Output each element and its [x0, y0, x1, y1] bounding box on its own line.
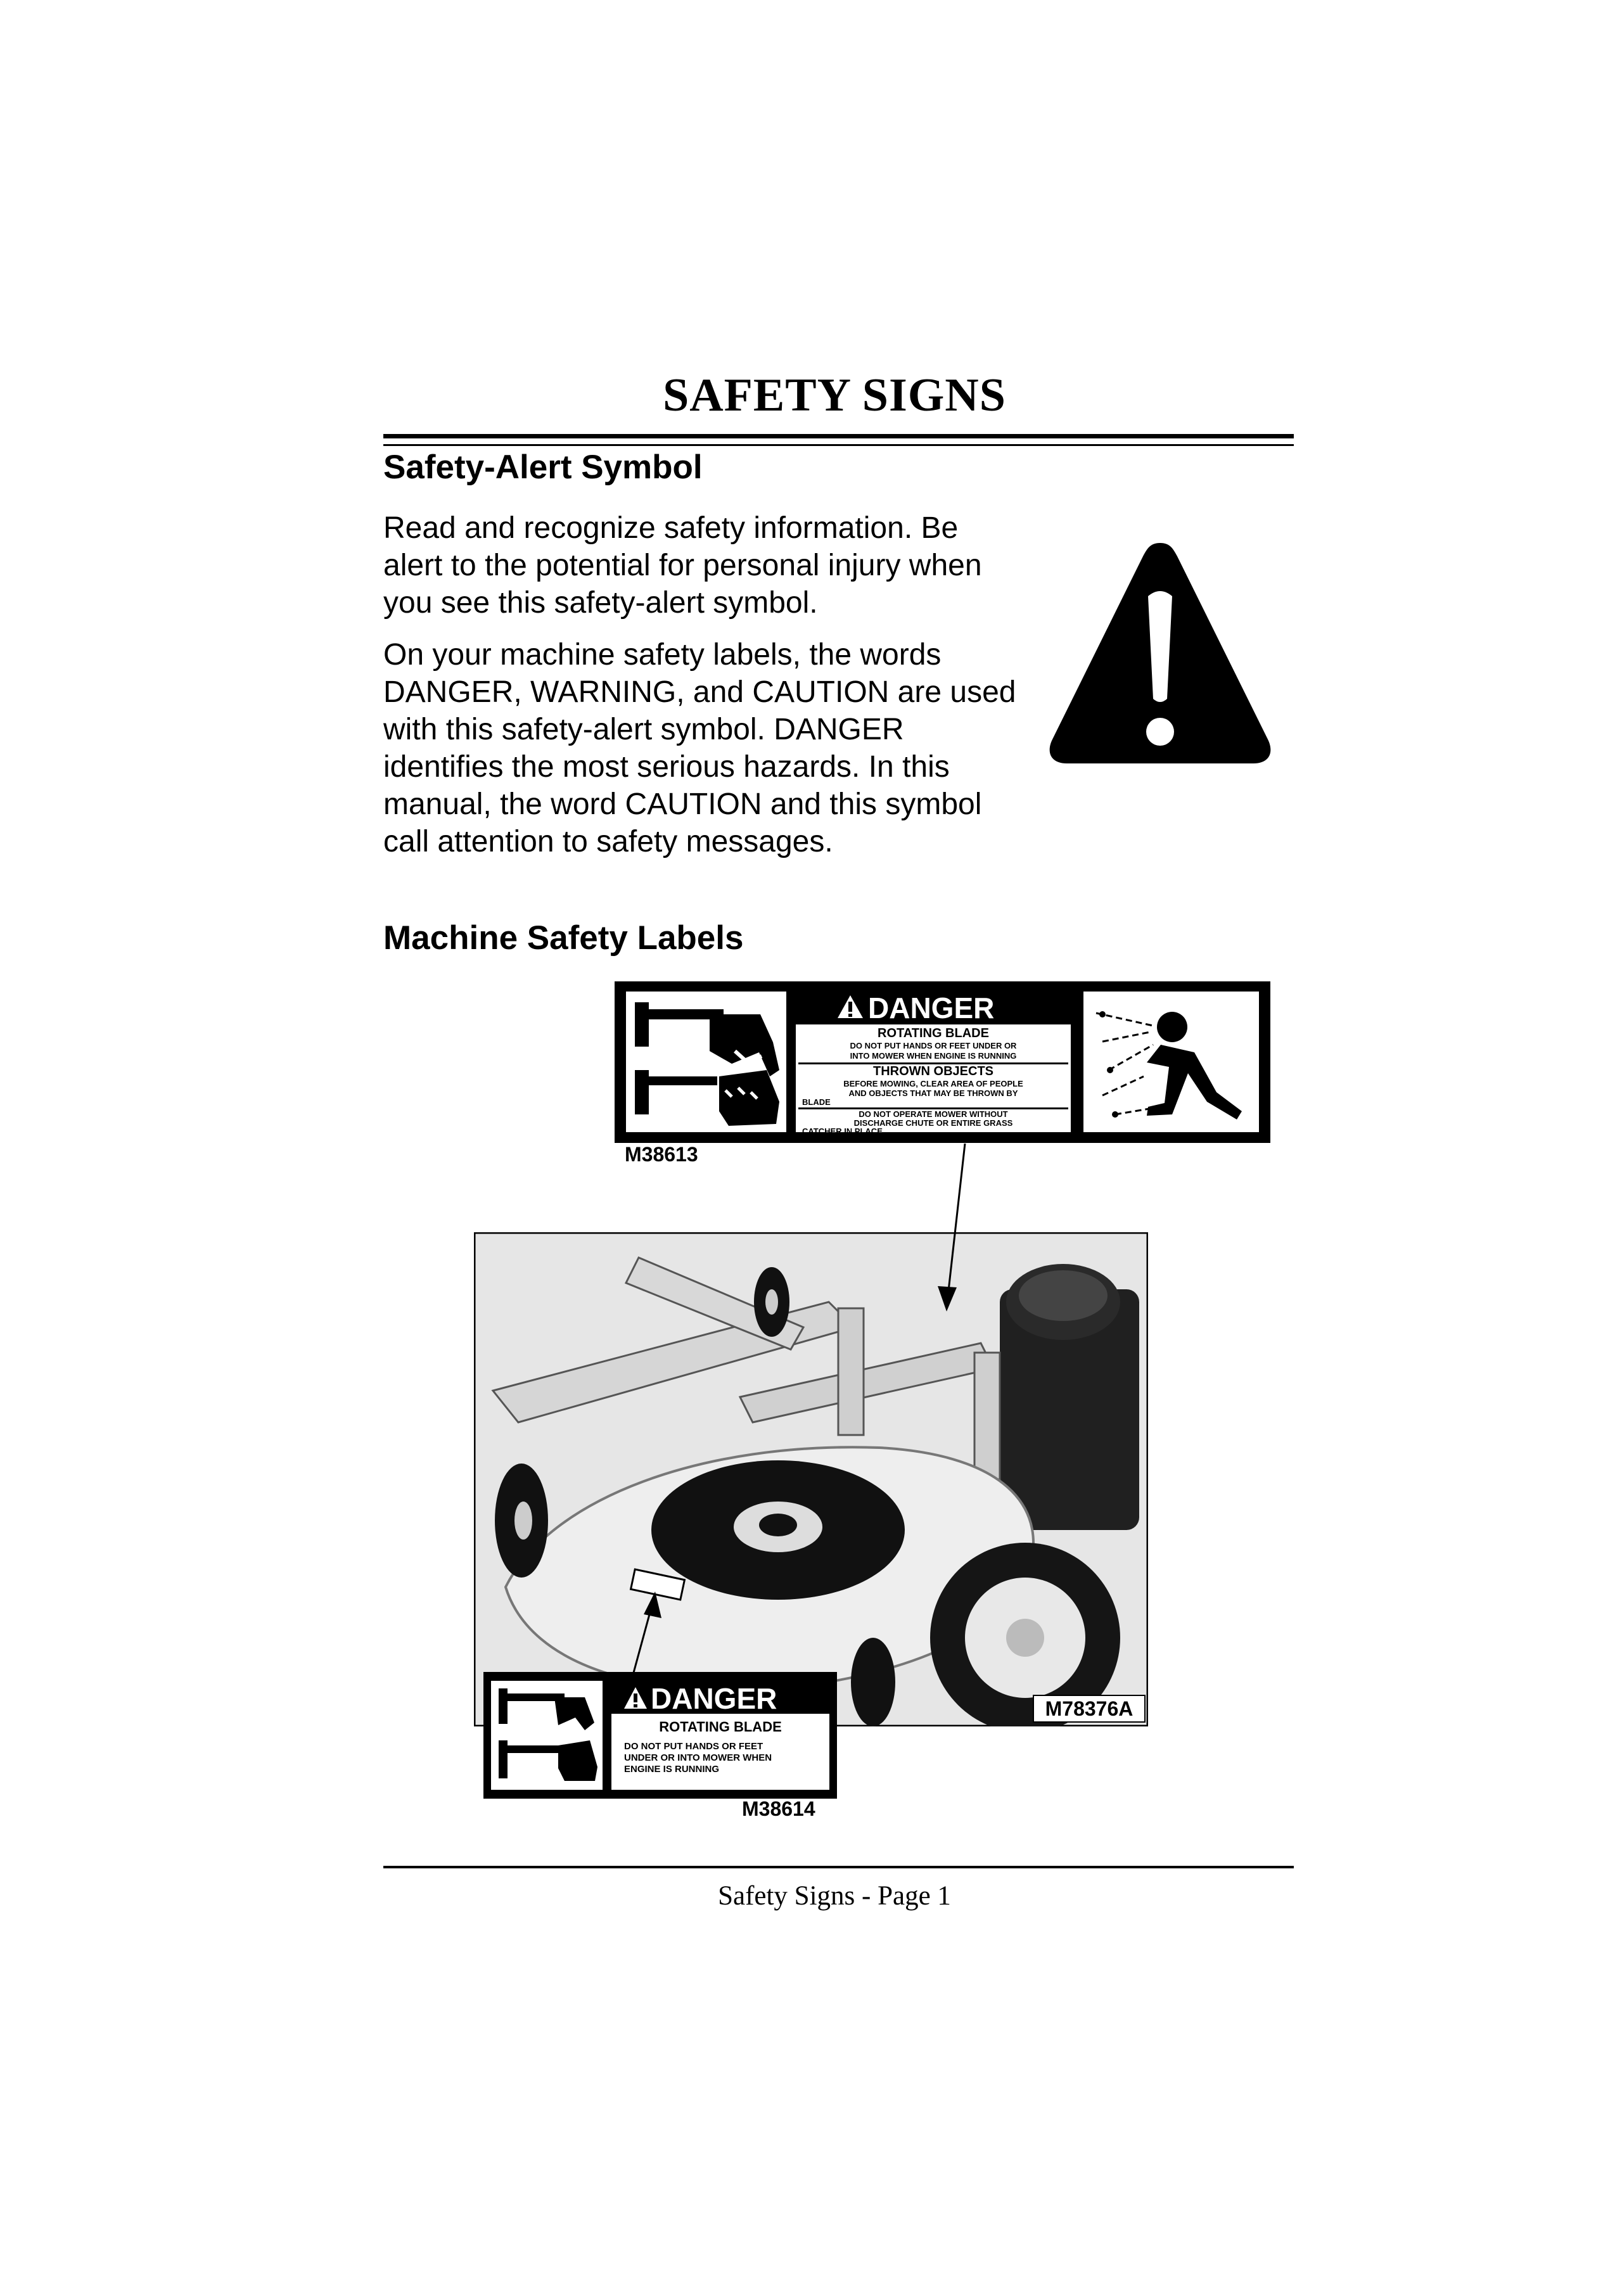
- svg-text:DO NOT OPERATE MOWER WITHOUT: DO NOT OPERATE MOWER WITHOUT: [859, 1109, 1008, 1119]
- decal-small-signal-word: DANGER: [651, 1682, 777, 1715]
- decal-large-code: M38613: [625, 1143, 698, 1166]
- svg-text:DO NOT PUT HANDS OR FEET: DO NOT PUT HANDS OR FEET: [624, 1741, 763, 1752]
- svg-text:INTO MOWER WHEN ENGINE IS RUNN: INTO MOWER WHEN ENGINE IS RUNNING: [850, 1051, 1017, 1061]
- danger-decal-large: [615, 981, 1270, 1143]
- decal-large-signal-word: DANGER: [868, 992, 995, 1024]
- svg-text:BLADE: BLADE: [802, 1097, 831, 1107]
- svg-text:DISCHARGE CHUTE OR ENTIRE GRAS: DISCHARGE CHUTE OR ENTIRE GRASS: [853, 1118, 1013, 1128]
- title-rule-thin: [383, 444, 1294, 446]
- danger-decal-small: [483, 1672, 837, 1799]
- svg-text:DO NOT PUT HANDS OR FEET UNDER: DO NOT PUT HANDS OR FEET UNDER OR: [850, 1041, 1017, 1050]
- machine-safety-labels-heading: Machine Safety Labels: [383, 919, 744, 957]
- safety-alert-paragraph-1: Read and recognize safety information. Be alert to the potential for personal injury when you see this safety-alert symbol.: [383, 511, 982, 620]
- svg-text:UNDER OR INTO MOWER WHEN: UNDER OR INTO MOWER WHEN: [624, 1752, 772, 1763]
- svg-text:AND OBJECTS THAT MAY BE THROWN: AND OBJECTS THAT MAY BE THROWN BY: [848, 1088, 1018, 1098]
- safety-alert-heading: Safety-Alert Symbol: [383, 449, 703, 486]
- photo-code: M78376A: [1033, 1695, 1146, 1723]
- svg-text:BEFORE MOWING, CLEAR AREA OF P: BEFORE MOWING, CLEAR AREA OF PEOPLE: [843, 1079, 1023, 1088]
- footer-rule: [383, 1866, 1294, 1868]
- svg-text:CATCHER IN PLACE: CATCHER IN PLACE: [802, 1126, 883, 1136]
- safety-alert-paragraph-2: On your machine safety labels, the words DANGER, WARNING, and CAUTION are used with this safety-alert symbol. DANGER identifies the most serious hazards. In this manual, the word CAUTION and this symbol call attention to safety messages.: [383, 638, 1016, 858]
- svg-text:ROTATING BLADE: ROTATING BLADE: [878, 1026, 989, 1040]
- decal-small-code: M38614: [742, 1797, 815, 1820]
- mower-photo: [474, 1232, 1148, 1726]
- svg-text:ROTATING BLADE: ROTATING BLADE: [659, 1719, 782, 1735]
- svg-text:THROWN OBJECTS: THROWN OBJECTS: [873, 1064, 993, 1078]
- caster-wheel-front: [851, 1638, 895, 1726]
- page-footer: Safety Signs - Page 1: [718, 1881, 951, 1911]
- title-rule-thick: [383, 434, 1294, 438]
- safety-alert-triangle-icon: [1043, 535, 1277, 776]
- page-title: SAFETY SIGNS: [663, 369, 1006, 421]
- svg-text:ENGINE IS RUNNING: ENGINE IS RUNNING: [624, 1764, 720, 1775]
